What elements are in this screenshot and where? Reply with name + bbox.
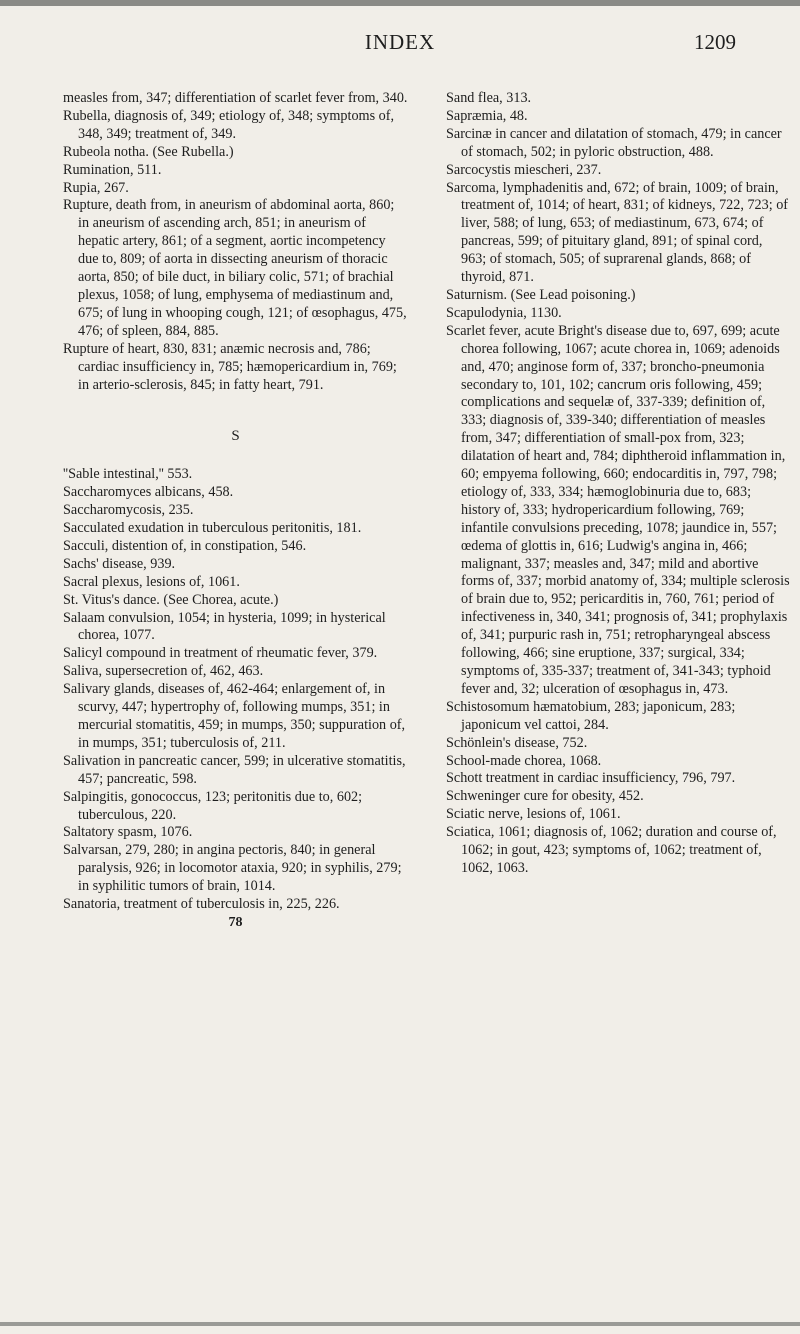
index-entry: School-made chorea, 1068.	[446, 752, 602, 769]
index-entry: Sarcocystis miescheri, 237.	[446, 161, 602, 178]
section-letter: S	[231, 428, 240, 445]
index-entry: Rumination, 511.	[63, 161, 162, 178]
index-entry: Salivary glands, diseases of, 462-464; enlargement of, in scurvy, 447; hypertrophy of, following mumps, 351; in mercurial stomatitis, 459; in mumps, 350; suppuration of, in mumps, 351; tuberculosis of, 211.	[63, 681, 406, 751]
index-entry: Rupture, death from, in aneurism of abdominal aorta, 860; in aneurism of ascending arch, 851; in aneurism of hepatic artery, 861; of a segment, aortic incompetency due to, 809; of aorta in dissecting aneurism of thoracic aorta, 850; of bile duct, in biliary colic, 571; of brachial plexus, 1058; of lung, emphysema of mediastinum and, 675; of lung in whooping cough, 121; of œsophagus, 475, 476; of spleen, 884, 885.	[63, 197, 407, 339]
index-entry: Sachs' disease, 939.	[63, 555, 176, 572]
right-column	[446, 90, 791, 878]
index-entry: ''Sable intestinal,'' 553.	[63, 466, 193, 483]
index-entry: Rubeola notha. (See Rubella.)	[63, 143, 234, 160]
left-column	[63, 90, 408, 932]
index-entry: Rupture of heart, 830, 831; anæmic necrosis and, 786; cardiac insufficiency in, 785; hæmopericardium in, 769; in arterio-sclerosis, 845; in fatty heart, 791.	[63, 340, 397, 393]
left-entries-after-section	[63, 466, 408, 914]
bottom-border-rule	[0, 1322, 800, 1326]
page-header	[0, 30, 800, 56]
index-entry: Schweninger cure for obesity, 452.	[446, 788, 644, 805]
index-entry: St. Vitus's dance. (See Chorea, acute.)	[63, 591, 279, 608]
index-entry: Saltatory spasm, 1076.	[63, 824, 193, 841]
index-entry: Scapulodynia, 1130.	[446, 304, 562, 321]
index-entry: Sarcinæ in cancer and dilatation of stomach, 479; in cancer of stomach, 502; in pyloric obstruction, 488.	[446, 125, 782, 160]
index-entry: Scarlet fever, acute Bright's disease due to, 697, 699; acute chorea following, 1067; acute chorea in, 1069; adenoids and, 470; anginose form of, 337; broncho-pneumonia secondary to, 101, 102; cancrum oris following, 459; complications and sequelæ of, 337-339; definition of, 333; diagnosis of, 339-340; differentiation of measles from, 347; differentiation of small-pox from, 323; dilatation of heart and, 784; diphtheroid inflammation in, 60; empyema following, 660; endocarditis in, 797, 798; etiology of, 333, 334; hæmoglobinuria due to, 683; history of, 333; hydropericardium following, 769; infantile convulsions preceding, 1078; jaundice in, 557; œdema of glottis in, 616; Ludwig's angina in, 466; malignant, 337; measles and, 347; mild and abortive forms of, 337; morbid anatomy of, 334; multiple sclerosis of brain due to, 952; pericarditis in, 760, 761; period of infectiveness in, 340, 341; prognosis of, 341; prophylaxis of, 341; purpuric rash in, 751; retropharyngeal abscess following, 466; sine eruptione, 337; surgical, 334; symptoms of, 335-337; treatment of, 341-343; typhoid fever and, 32; ulceration of œsophagus in, 473.	[446, 322, 790, 697]
index-entry: Salicyl compound in treatment of rheumatic fever, 379.	[63, 645, 378, 662]
index-entry: Sciatic nerve, lesions of, 1061.	[446, 806, 621, 823]
page-number: 1209	[694, 30, 736, 54]
index-entry: Sciatica, 1061; diagnosis of, 1062; duration and course of, 1062; in gout, 423; symptoms of, 1062; treatment of, 1062, 1063.	[446, 824, 777, 876]
index-entry: Sanatoria, treatment of tuberculosis in, 225, 226.	[63, 896, 340, 913]
right-entries	[446, 90, 791, 878]
top-border-rule	[0, 0, 800, 6]
index-entry: Salaam convulsion, 1054; in hysteria, 1099; in hysterical chorea, 1077.	[63, 609, 386, 644]
index-entry: Rubella, diagnosis of, 349; etiology of, 348; symptoms of, 348, 349; treatment of, 349.	[63, 107, 395, 142]
index-entry: Schistosomum hæmatobium, 283; japonicum, 283; japonicum vel cattoi, 284.	[446, 698, 736, 733]
signature-mark: 78	[228, 914, 243, 930]
index-entry: Salivation in pancreatic cancer, 599; in ulcerative stomatitis, 457; pancreatic, 598.	[63, 752, 406, 787]
index-entry: Schott treatment in cardiac insufficiency, 796, 797.	[446, 770, 736, 787]
index-entry: Sarcoma, lymphadenitis and, 672; of brain, 1009; of brain, treatment of, 1014; of heart, 831; of kidneys, 722, 723; of liver, 588; of lung, 653; of mediastinum, 673, 674; of pancreas, 599; of pituitary gland, 891; of spinal cord, 963; of stomach, 505; of suprarenal glands, 868; of thyroid, 871.	[446, 179, 789, 286]
index-entry: Sand flea, 313.	[446, 90, 532, 106]
index-entry: Saliva, supersecretion of, 462, 463.	[63, 663, 264, 680]
index-entry: Sacculated exudation in tuberculous peritonitis, 181.	[63, 520, 362, 537]
page-title: INDEX	[364, 30, 436, 54]
index-entry: measles from, 347; differentiation of scarlet fever from, 340.	[63, 90, 408, 106]
index-entry: Salpingitis, gonococcus, 123; peritonitis due to, 602; tuberculous, 220.	[63, 788, 363, 823]
index-entry: Sacculi, distention of, in constipation, 546.	[63, 537, 307, 554]
index-entry: Sacral plexus, lesions of, 1061.	[63, 573, 240, 590]
index-entry: Schönlein's disease, 752.	[446, 734, 588, 751]
index-entry: Saturnism. (See Lead poisoning.)	[446, 286, 636, 303]
index-entry: Saccharomycosis, 235.	[63, 502, 194, 519]
index-entry: Saccharomyces albicans, 458.	[63, 484, 234, 501]
index-entry: Rupia, 267.	[63, 179, 129, 196]
index-entry: Sapræmia, 48.	[446, 107, 528, 124]
index-entry: Salvarsan, 279, 280; in angina pectoris, 840; in general paralysis, 926; in locomotor ataxia, 920; in syphilis, 279; in syphilitic tumors of brain, 1014.	[63, 842, 402, 895]
left-entries-before-section	[63, 90, 408, 394]
